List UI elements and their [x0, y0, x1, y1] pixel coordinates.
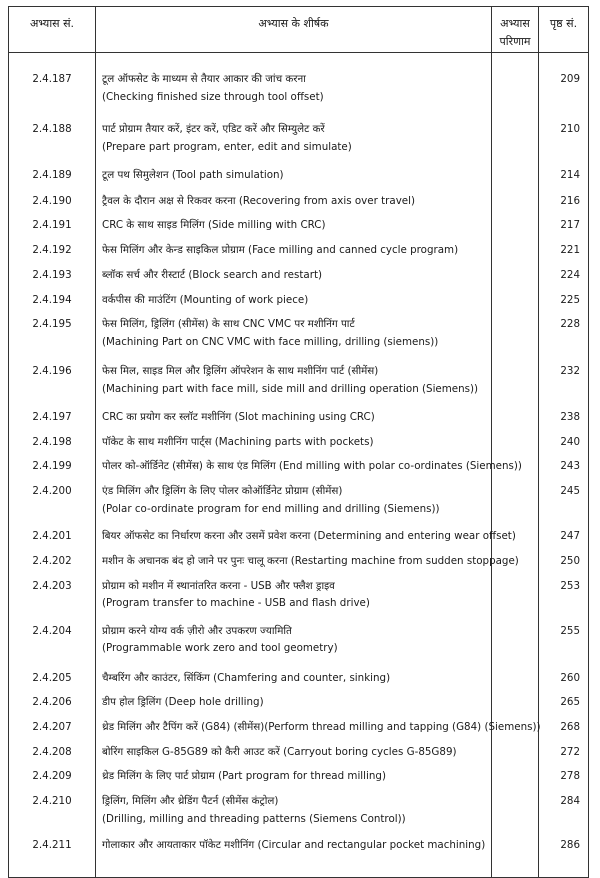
title-hindi: टूल पथ सिमुलेशन (Tool path simulation) — [102, 169, 284, 181]
title-hindi: ड्रिलिंग, मिलिंग और थ्रेडिंग पैटर्न (सीमेंस कंट्रोल) — [102, 795, 279, 807]
exercise-outcome — [492, 261, 539, 286]
exercise-outcome — [492, 831, 539, 877]
exercise-title — [96, 157, 492, 186]
title-hindi: बोरिंग साइकिल G-85G89 को कैरी आउट करें (Carryout boring cycles G-85G89) — [102, 745, 457, 758]
exercise-number: 2.4.200 — [9, 477, 96, 522]
title-hindi: पार्ट प्रोग्राम तैयार करें, इंटर करें, एडिट करें और सिम्युलेट करें — [102, 123, 325, 135]
exercise-number: 2.4.211 — [9, 831, 96, 877]
exercise-number: 2.4.208 — [9, 738, 96, 763]
page-number: 238 — [539, 403, 589, 428]
table-row — [9, 261, 589, 286]
exercise-title — [96, 617, 492, 664]
exercise-outcome — [492, 617, 539, 664]
exercise-number: 2.4.187 — [9, 53, 96, 108]
exercise-number: 2.4.195 — [9, 310, 96, 357]
title-hindi: मशीन के अचानक बंद हो जाने पर पुनः चालू करना (Restarting machine from sudden stoppage) — [102, 555, 519, 567]
page-number: 228 — [539, 310, 589, 357]
title-hindi: थ्रेड मिलिंग और टैपिंग करें (G84) (सीमेंस)(Perform thread milling and tapping (G84) (Siemens)) — [102, 720, 541, 733]
table-row — [9, 738, 589, 763]
page-number: 214 — [539, 157, 589, 186]
title-hindi: ब्लॉक सर्च और रीस्टार्ट (Block search and restart) — [102, 269, 322, 281]
page-number: 255 — [539, 617, 589, 664]
exercise-number: 2.4.188 — [9, 107, 96, 157]
exercise-outcome — [492, 664, 539, 689]
exercise-title — [96, 522, 516, 547]
exercise-outcome — [492, 53, 539, 108]
exercise-title — [96, 236, 492, 261]
title-hindi: टूल ऑफसेट के माध्यम से तैयार आकार की जांच करना — [102, 73, 306, 85]
exercise-number: 2.4.199 — [9, 452, 96, 477]
title-hindi: गोलाकार और आयताकार पॉकेट मशीनिंग (Circular and rectangular pocket machining) — [102, 839, 486, 851]
page-number: 209 — [539, 53, 589, 108]
exercise-title — [96, 357, 492, 403]
exercise-number: 2.4.209 — [9, 762, 96, 787]
title-english: (Program transfer to machine - USB and flash drive) — [102, 597, 370, 609]
title-english: (Programmable work zero and tool geometry) — [102, 642, 338, 654]
title-hindi: CRC के साथ साइड मिलिंग (Side milling with CRC) — [102, 219, 326, 231]
table-row — [9, 787, 589, 831]
exercise-number: 2.4.194 — [9, 286, 96, 311]
title-hindi: चैम्बरिंग और काउंटर, सिंकिंग (Chamfering and counter, sinking) — [102, 671, 391, 684]
table-row — [9, 403, 589, 428]
exercise-title — [96, 831, 492, 877]
exercise-outcome — [492, 428, 539, 453]
exercise-title — [96, 186, 492, 212]
header-outcome-line1: अभ्यास — [500, 17, 530, 30]
exercise-number: 2.4.201 — [9, 522, 96, 547]
title-hindi: बियर ऑफसेट का निर्धारण करना और उसमें प्रवेश करना (Determining and entering wear offset) — [102, 530, 516, 542]
exercise-outcome — [492, 357, 539, 403]
exercise-number: 2.4.206 — [9, 688, 96, 713]
exercise-outcome — [492, 236, 539, 261]
header-outcome-line2: परिणाम — [499, 35, 531, 48]
page-number: 272 — [539, 738, 589, 763]
table-row — [9, 157, 589, 186]
title-hindi: डीप होल ड्रिलिंग (Deep hole drilling) — [102, 696, 264, 708]
table-row — [9, 762, 589, 787]
title-english: (Drilling, milling and threading patterns (Siemens Control)) — [102, 812, 406, 825]
title-hindi: फेस मिल, साइड मिल और ड्रिलिंग ऑपरेशन के साथ मशीनिंग पार्ट (सीमेंस) — [102, 365, 379, 377]
exercise-number: 2.4.210 — [9, 787, 96, 831]
page-number: 210 — [539, 107, 589, 157]
contents-table — [8, 6, 589, 878]
page-number: 245 — [539, 477, 589, 522]
header-number: अभ्यास सं. — [9, 7, 96, 53]
header-outcome — [492, 7, 539, 53]
title-hindi: पॉकेट के साथ मशीनिंग पार्ट्स (Machining parts with pockets) — [102, 435, 374, 448]
page-number: 284 — [539, 787, 589, 831]
exercise-outcome — [492, 403, 539, 428]
exercise-outcome — [492, 310, 539, 357]
exercise-title — [96, 547, 519, 572]
page-number: 286 — [539, 831, 589, 877]
page-number: 268 — [539, 713, 589, 738]
exercise-title — [96, 211, 492, 236]
exercise-title — [96, 310, 492, 357]
table-row — [9, 477, 589, 522]
exercise-number: 2.4.190 — [9, 186, 96, 212]
exercise-number: 2.4.192 — [9, 236, 96, 261]
table-row — [9, 186, 589, 212]
table-row — [9, 452, 589, 477]
table-row — [9, 310, 589, 357]
exercise-number: 2.4.203 — [9, 572, 96, 617]
exercise-title — [96, 688, 492, 713]
header-page: पृष्ठ सं. — [539, 7, 589, 53]
exercise-title — [96, 428, 492, 453]
table-body — [9, 53, 589, 878]
exercise-number: 2.4.197 — [9, 403, 96, 428]
table-row — [9, 236, 589, 261]
exercise-number: 2.4.196 — [9, 357, 96, 403]
table-row — [9, 357, 589, 403]
exercise-title — [96, 452, 522, 477]
table-row — [9, 286, 589, 311]
exercise-title — [96, 572, 492, 617]
page-number: 224 — [539, 261, 589, 286]
table-row — [9, 211, 589, 236]
table-row — [9, 831, 589, 877]
exercise-number: 2.4.207 — [9, 713, 96, 738]
title-hindi: फेस मिलिंग, ड्रिलिंग (सीमेंस) के साथ CNC VMC पर मशीनिंग पार्ट — [102, 318, 355, 330]
table-row — [9, 107, 589, 157]
page-number: 243 — [539, 452, 589, 477]
exercise-title — [96, 713, 541, 738]
table-row — [9, 522, 589, 547]
title-english: (Prepare part program, enter, edit and simulate) — [102, 140, 352, 153]
page-number: 232 — [539, 357, 589, 403]
exercise-title — [96, 261, 492, 286]
title-hindi: CRC का प्रयोग कर स्लॉट मशीनिंग (Slot machining using CRC) — [102, 411, 375, 423]
exercise-outcome — [492, 211, 539, 236]
table-row — [9, 688, 589, 713]
exercise-outcome — [492, 787, 539, 831]
title-hindi: प्रोग्राम करने योग्य वर्क ज़ीरो और उपकरण ज्यामिति — [102, 624, 292, 637]
exercise-outcome — [492, 157, 539, 186]
exercise-title — [96, 477, 492, 522]
header-row — [9, 7, 589, 53]
table-row — [9, 428, 589, 453]
exercise-number: 2.4.191 — [9, 211, 96, 236]
exercise-number: 2.4.205 — [9, 664, 96, 689]
exercise-title — [96, 403, 492, 428]
page-number: 221 — [539, 236, 589, 261]
page-number: 260 — [539, 664, 589, 689]
exercise-title — [96, 286, 492, 311]
title-hindi: फेस मिलिंग और केन्ड साइकिल प्रोग्राम (Face milling and canned cycle program) — [102, 244, 459, 256]
table-row — [9, 617, 589, 664]
exercise-outcome — [492, 762, 539, 787]
page-number: 253 — [539, 572, 589, 617]
exercise-title — [96, 664, 492, 689]
exercise-number: 2.4.204 — [9, 617, 96, 664]
page-number: 240 — [539, 428, 589, 453]
title-english: (Machining part with face mill, side mill and drilling operation (Siemens)) — [102, 382, 479, 395]
page-number: 216 — [539, 186, 589, 212]
table-row — [9, 572, 589, 617]
table-row — [9, 53, 589, 108]
exercise-title — [96, 787, 492, 831]
exercise-title — [96, 53, 492, 108]
page-number: 265 — [539, 688, 589, 713]
exercise-title — [96, 738, 492, 763]
exercise-number: 2.4.198 — [9, 428, 96, 453]
exercise-number: 2.4.193 — [9, 261, 96, 286]
title-hindi: वर्कपीस की माउंटिंग (Mounting of work piece) — [102, 293, 309, 306]
table-row — [9, 547, 589, 572]
exercise-outcome — [492, 572, 539, 617]
title-english: (Machining Part on CNC VMC with face milling, drilling (siemens)) — [102, 335, 439, 348]
exercise-title — [96, 762, 492, 787]
exercise-title — [96, 107, 492, 157]
title-hindi: ट्रैवल के दौरान अक्ष से रिकवर करना (Recovering from axis over travel) — [102, 194, 415, 207]
exercise-outcome — [492, 738, 539, 763]
exercise-outcome — [492, 688, 539, 713]
page-number: 217 — [539, 211, 589, 236]
title-hindi: प्रोग्राम को मशीन में स्थानांतरित करना - USB और फ्लैश ड्राइव — [102, 579, 335, 592]
exercise-outcome — [492, 186, 539, 212]
page-number: 247 — [539, 522, 589, 547]
title-hindi: पोलर को-ऑर्डिनेट (सीमेंस) के साथ एंड मिलिंग (End milling with polar co-ordinates (Siemens)) — [102, 460, 522, 472]
title-english: (Polar co-ordinate program for end milling and drilling (Siemens)) — [102, 502, 440, 515]
exercise-number: 2.4.202 — [9, 547, 96, 572]
exercise-number: 2.4.189 — [9, 157, 96, 186]
page-number: 278 — [539, 762, 589, 787]
title-english: (Checking finished size through tool offset) — [102, 90, 324, 103]
page-number: 250 — [539, 547, 589, 572]
exercise-outcome — [492, 477, 539, 522]
table-row — [9, 713, 589, 738]
page-number: 225 — [539, 286, 589, 311]
exercise-outcome — [492, 286, 539, 311]
title-hindi: थ्रेड मिलिंग के लिए पार्ट प्रोग्राम (Part program for thread milling) — [102, 770, 386, 782]
title-hindi: एंड मिलिंग और ड्रिलिंग के लिए पोलर कोऑर्डिनेट प्रोग्राम (सीमेंस) — [102, 485, 343, 497]
table-row — [9, 664, 589, 689]
header-title: अभ्यास के शीर्षक — [96, 7, 492, 53]
exercise-outcome — [492, 107, 539, 157]
